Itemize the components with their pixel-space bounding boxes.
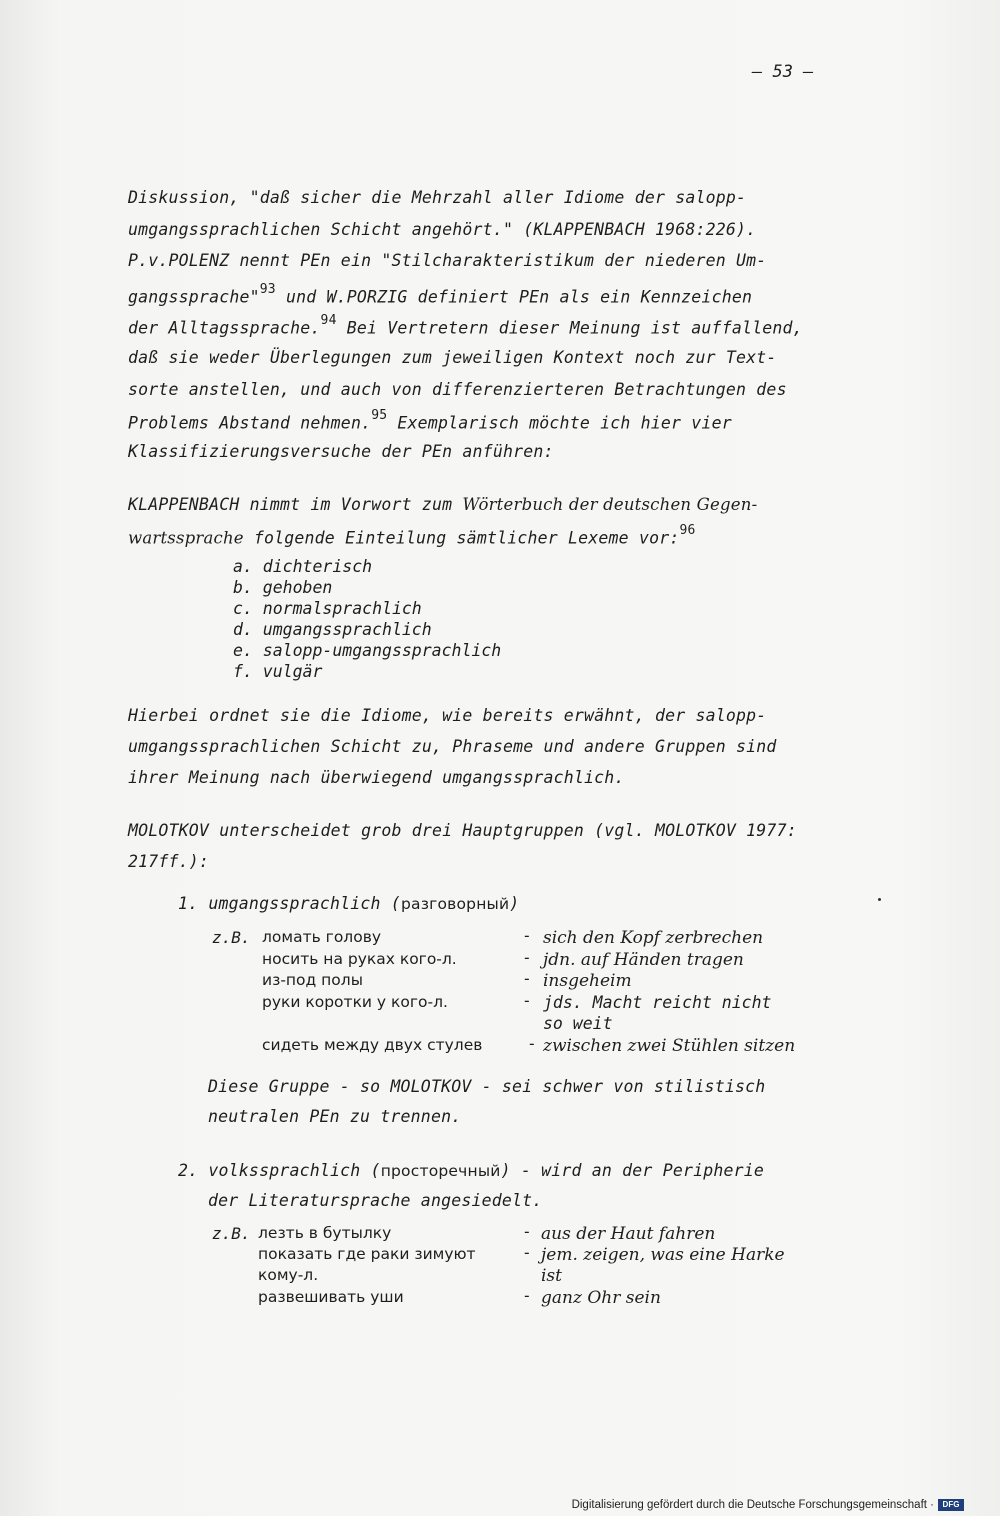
dash: - [522, 1243, 532, 1262]
footer-text: Digitalisierung gefördert durch die Deutsche Forschungsgemeinschaft · [571, 1499, 934, 1511]
text-line: neutralen PEn zu trennen. [208, 1107, 462, 1126]
scan-speck [878, 898, 881, 901]
russian-term: разговорный [400, 895, 510, 913]
list-item: a. dichterisch [233, 557, 373, 576]
text-span: der Alltagssprache. [128, 318, 321, 338]
text-span: und W.PORZIG definiert PEn als ein Kennzeichen [275, 287, 753, 307]
text-span: 1. umgangssprachlich ( [178, 894, 401, 913]
text-span: ) [509, 894, 520, 913]
page-number: – 53 – [752, 62, 814, 82]
dash: - [527, 1034, 537, 1053]
russian-example: из-под полы [262, 971, 363, 989]
text-line: sorte anstellen, und auch von differenzierteren Betrachtungen des [128, 380, 787, 399]
text-line [128, 313, 803, 338]
german-equivalent: jdn. auf Händen tragen [543, 950, 744, 970]
german-equivalent: aus der Haut fahren [541, 1224, 716, 1244]
list-item: b. gehoben [233, 578, 333, 597]
text-span: folgende Einteilung sämtlicher Lexeme vor: [243, 528, 680, 548]
zb-label: z.B. [212, 1224, 251, 1243]
russian-example: лезть в бутылку [258, 1224, 392, 1242]
text-line: umgangssprachlichen Schicht angehört." (KLAPPENBACH 1968:226). [128, 220, 757, 239]
german-equivalent: sich den Kopf zerbrechen [543, 928, 764, 948]
german-equivalent: zwischen zwei Stühlen sitzen [543, 1036, 796, 1056]
text-line: MOLOTKOV unterscheidet grob drei Hauptgruppen (vgl. MOLOTKOV 1977: [128, 821, 797, 840]
text-span: ) - wird an der Peripherie [500, 1161, 765, 1180]
text-span: 2. volkssprachlich ( [178, 1161, 381, 1180]
russian-example: руки коротки у кого-л. [262, 993, 448, 1011]
text-line: Diese Gruppe - so MOLOTKOV - sei schwer von stilistisch [208, 1077, 766, 1096]
list-item: c. normalsprachlich [233, 599, 422, 618]
dash: - [522, 991, 532, 1010]
zb-label: z.B. [212, 928, 251, 947]
footnote-ref: 93 [259, 282, 276, 297]
german-equivalent: ganz Ohr sein [541, 1288, 661, 1308]
text-line: Klassifizierungsversuche der PEn anführen: [128, 442, 554, 461]
german-equivalent: so weit [543, 1014, 613, 1033]
text-span: Problems Abstand nehmen. [128, 413, 372, 433]
german-equivalent: insgeheim [543, 971, 632, 991]
group-heading [178, 1161, 764, 1180]
text-line: 217ff.): [128, 852, 210, 871]
text-span: Bei Vertretern dieser Meinung ist auffallend, [336, 318, 803, 338]
group-heading [178, 894, 519, 913]
russian-example: развешивать уши [258, 1288, 404, 1306]
text-line [128, 408, 732, 433]
text-span: KLAPPENBACH nimmt im Vorwort zum [128, 495, 463, 514]
footnote-ref: 96 [679, 523, 696, 538]
german-equivalent: jem. zeigen, was eine Harke [541, 1245, 785, 1265]
german-equivalent: jds. Macht reicht nicht [543, 993, 772, 1012]
dash: - [522, 926, 532, 945]
russian-example: кому-л. [258, 1266, 319, 1284]
text-line: der Literatursprache angesiedelt. [208, 1191, 543, 1210]
text-line: umgangssprachlichen Schicht zu, Phraseme und andere Gruppen sind [128, 737, 777, 756]
text-line: Hierbei ordnet sie die Idiome, wie bereits erwähnt, der salopp- [128, 706, 767, 725]
dfg-logo-icon: DFG [938, 1499, 964, 1511]
text-line: P.v.POLENZ nennt PEn ein "Stilcharakteristikum der niederen Um- [128, 251, 767, 270]
text-line: daß sie weder Überlegungen zum jeweiligen Kontext noch zur Text- [128, 348, 777, 367]
russian-example: показать где раки зимуют [258, 1245, 476, 1263]
footnote-ref: 95 [371, 408, 388, 423]
russian-example: сидеть между двух стулев [262, 1036, 483, 1054]
dash: - [522, 1286, 532, 1305]
text-line [128, 282, 753, 307]
dash: - [522, 969, 532, 988]
text-line [128, 523, 696, 548]
text-span: Exemplarisch möchte ich hier vier [387, 413, 732, 433]
russian-example: носить на руках кого-л. [262, 950, 457, 968]
text-line: ihrer Meinung nach überwiegend umgangssprachlich. [128, 768, 625, 787]
dash: - [522, 948, 532, 967]
book-title: wartssprache [128, 528, 244, 548]
list-item: d. umgangssprachlich [233, 620, 432, 639]
text-line: Diskussion, "daß sicher die Mehrzahl aller Idiome der salopp- [128, 188, 747, 207]
book-title: Wörterbuch der deutschen Gegen- [462, 495, 758, 514]
list-item: f. vulgär [233, 662, 323, 681]
russian-term: просторечный [380, 1162, 501, 1180]
list-item: e. salopp-umgangssprachlich [233, 641, 502, 660]
text-span: gangssprache" [128, 287, 260, 307]
russian-example: ломать голову [262, 928, 381, 946]
footer [572, 1499, 964, 1511]
dash: - [522, 1222, 532, 1241]
footnote-ref: 94 [320, 313, 337, 328]
german-equivalent: ist [541, 1266, 562, 1286]
text-line [128, 495, 757, 514]
